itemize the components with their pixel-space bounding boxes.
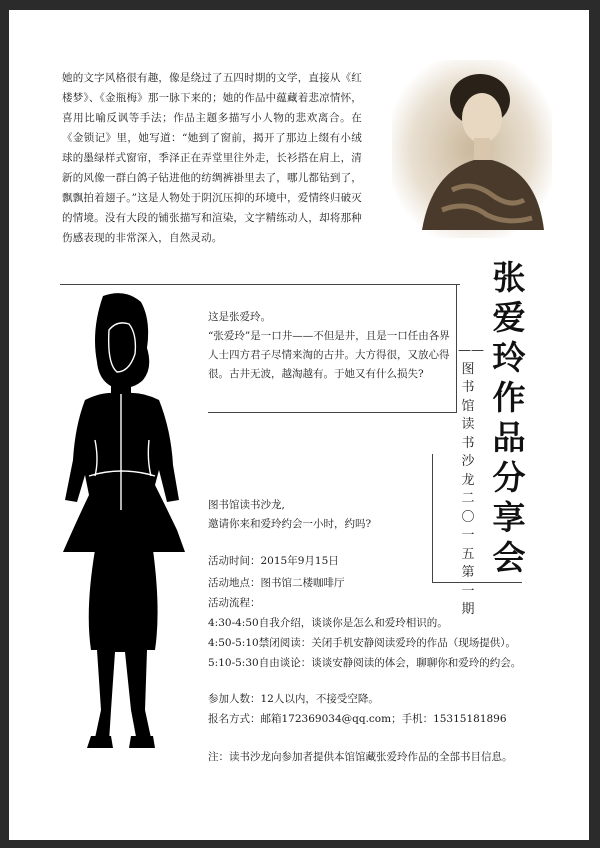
quote-block	[208, 308, 458, 384]
invite-line-1: 图书馆读书沙龙,	[208, 499, 285, 511]
event-time-value: 2015年9月15日	[260, 555, 339, 567]
quote-body: “张爱玲”是一口井——不但是井，且是一口任由各界人士四方君子尽情来淘的古井。大方得很，又放心得很。古井无波，越淘越有。于她又有什么损失?	[208, 330, 450, 380]
event-step-1: 4:30-4:50自我介绍，谈谈你是怎么和爱玲相识的。	[208, 617, 448, 629]
divider-line	[208, 412, 456, 413]
event-place-label: 活动地点：	[208, 577, 261, 589]
event-place-value: 图书馆二楼咖啡厅	[260, 577, 345, 589]
event-step-3: 5:10-5:30自由谈论：谈谈安静阅读的体会，聊聊你和爱玲的约会。	[208, 657, 522, 669]
invite-line-2: 邀请你来和爱玲约会一小时，约吗?	[208, 518, 372, 530]
intro-paragraph: 她的文字风格很有趣，像是绕过了五四时期的文学，直接从《红楼梦》、《金瓶梅》那一脉下来的；她的作品中蕴藏着悲凉情怀，喜用比喻反讽等手法；作品主题多描写小人物的悲欢离合。在《金锁记》里，她写道：“她到了窗前，揭开了那边上缀有小绒球的墨绿样式窗帘，季泽正在弄堂里往外走，长衫搭在肩上，清新的风像一群白鸽子钻进他的纺绸裤褂里去了，哪儿都钻到了，飘飘拍着翅子。”这是人物处于阴沉压抑的环境中，爱情终归破灭的情境。没有大段的铺张描写和渲染，文字精练动人，却将那种伤感表现的非常深入，自然灵动。	[62, 72, 362, 244]
event-step-2: 4:50-5:10禁闭阅读：关闭手机安静阅读爱玲的作品（现场提供）。	[208, 637, 516, 649]
event-time-label: 活动时间：	[208, 555, 261, 567]
woman-silhouette	[55, 290, 190, 780]
invite-block	[208, 496, 458, 534]
divider-line	[432, 582, 522, 583]
divider-line	[60, 284, 460, 285]
event-count-label: 参加人数：	[208, 693, 261, 705]
event-count	[208, 690, 379, 708]
event-signup-label: 报名方式：	[208, 713, 261, 725]
event-count-value: 12人以内，不接受空降。	[260, 693, 379, 705]
poster-title: 张爱玲作品分享会	[492, 258, 526, 577]
event-flow-label: 活动流程：	[208, 597, 261, 609]
poster-subtitle: ——图书馆读书沙龙二〇一五第一期	[458, 343, 484, 617]
event-place	[208, 574, 345, 592]
quote-intro: 这是张爱玲。	[208, 311, 271, 323]
event-time	[208, 552, 339, 570]
portrait-photo	[392, 60, 552, 238]
event-signup-value: 邮箱172369034@qq.com；手机：15315181896	[260, 713, 507, 725]
event-note: 注：读书沙龙向参加者提供本馆馆藏张爱玲作品的全部书目信息。	[208, 751, 513, 763]
event-signup	[208, 710, 507, 728]
